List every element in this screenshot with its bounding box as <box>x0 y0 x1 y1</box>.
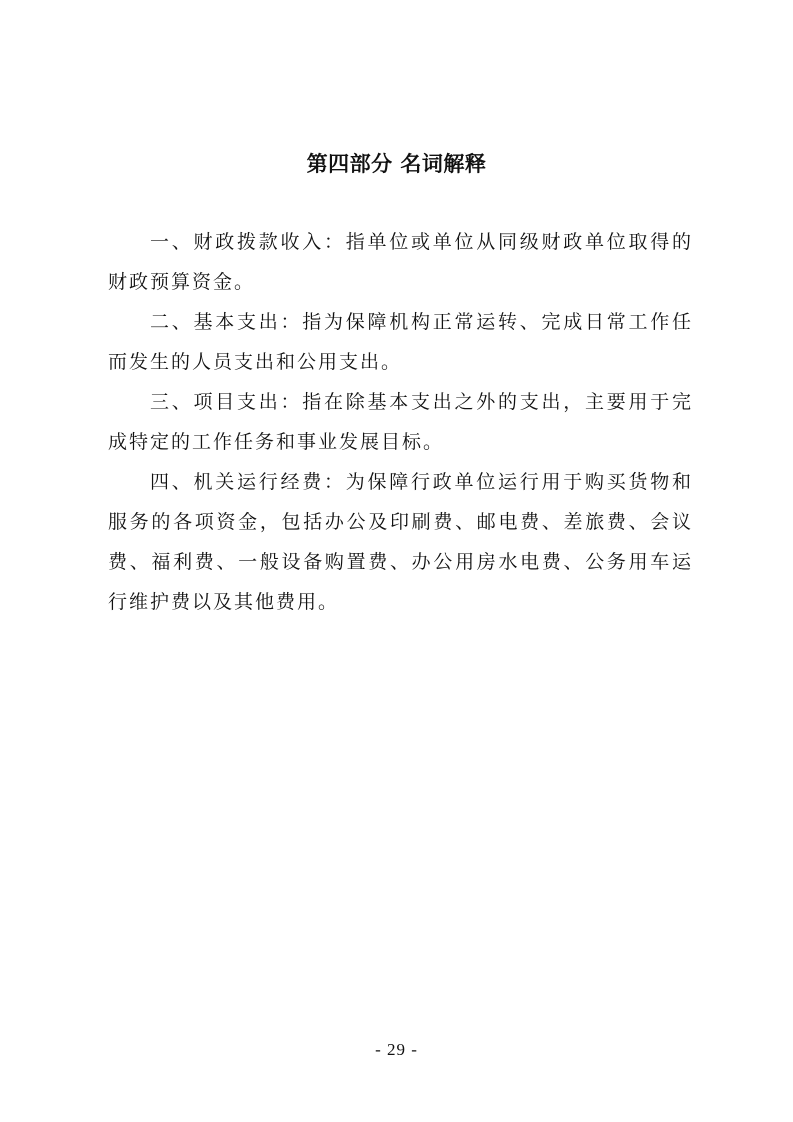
definition-paragraph: 四、机关运行经费：为保障行政单位运行用于购买货物和服务的各项资金，包括办公及印刷费、邮电费、差旅费、会议费、福利费、一般设备购置费、办公用房水电费、公务用车运行维护费以及其他费用。 <box>108 471 693 613</box>
definition-paragraph: 三、项目支出：指在除基本支出之外的支出，主要用于完成特定的工作任务和事业发展目标。 <box>108 391 693 453</box>
definitions-body <box>108 222 693 622</box>
definition-paragraph: 一、财政拨款收入：指单位或单位从同级财政单位取得的财政预算资金。 <box>108 231 693 293</box>
page-number: - 29 - <box>375 1040 418 1059</box>
section-title: 第四部分 名词解释 <box>306 152 487 176</box>
definition-paragraph: 二、基本支出：指为保障机构正常运转、完成日常工作任而发生的人员支出和公用支出。 <box>108 311 693 373</box>
